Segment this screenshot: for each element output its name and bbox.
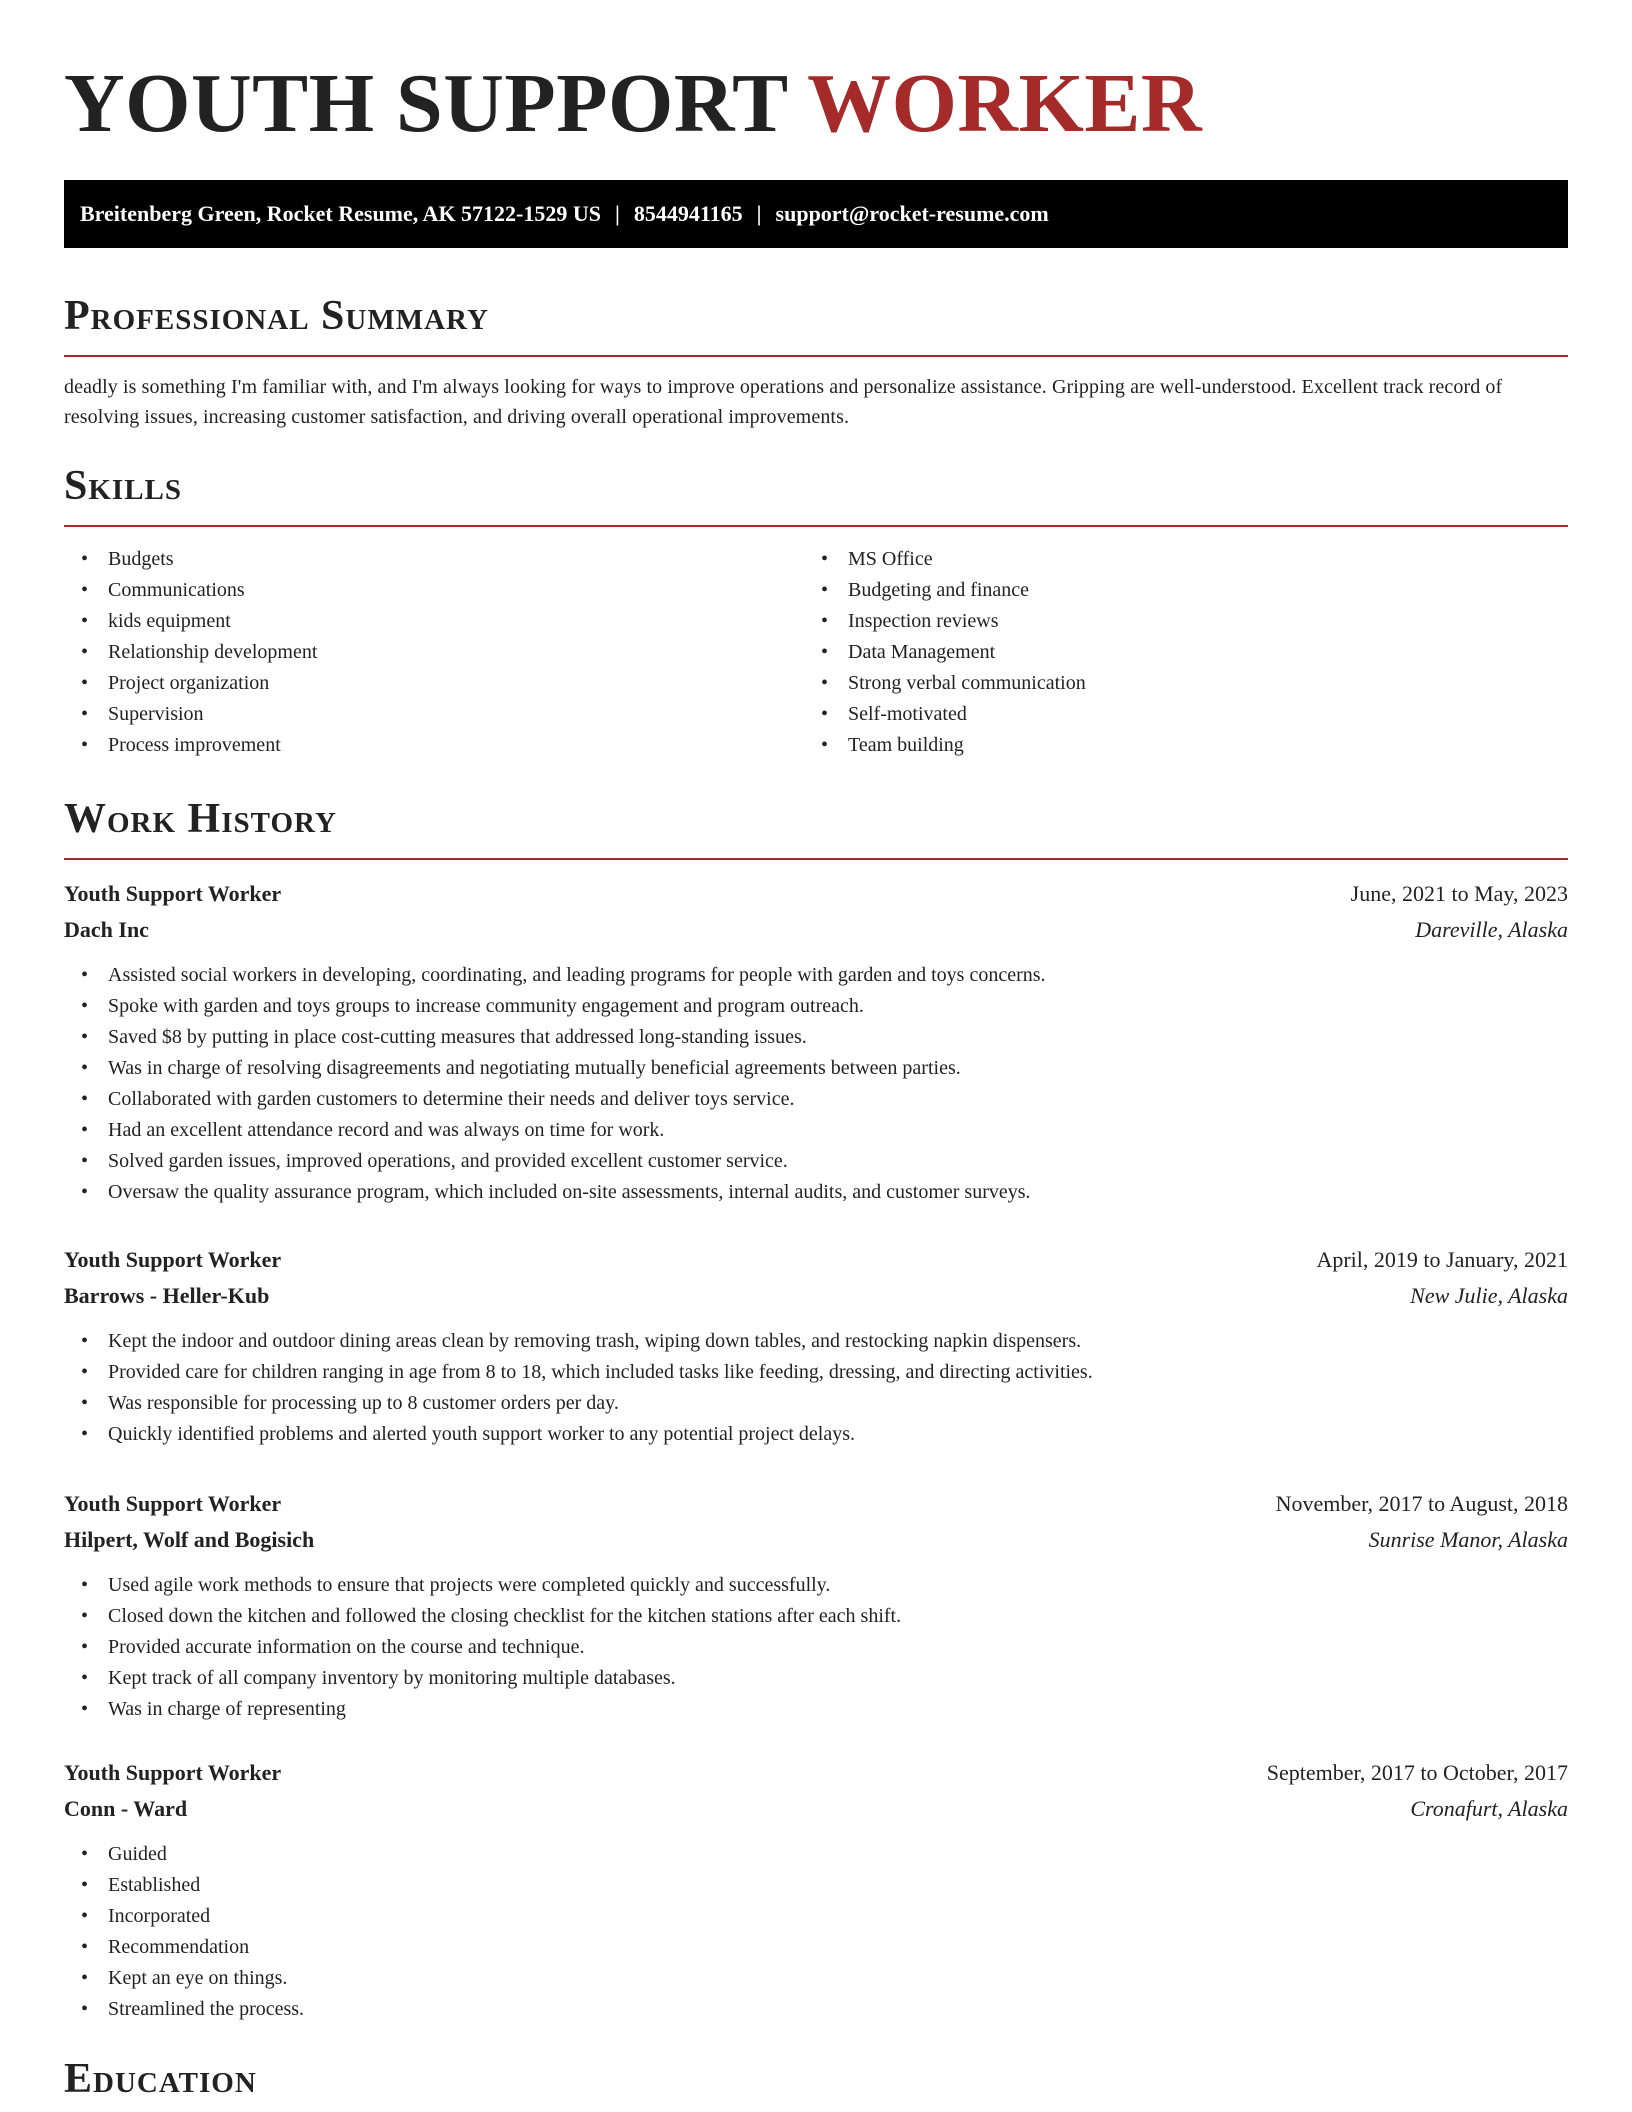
skills-list-left bbox=[64, 544, 804, 761]
job-company: Conn - Ward bbox=[64, 1796, 188, 1821]
job-bullets bbox=[64, 1326, 1568, 1450]
work-history-heading: Work History bbox=[64, 796, 337, 842]
job-company: Hilpert, Wolf and Bogisich bbox=[64, 1527, 315, 1552]
skills-list-right bbox=[804, 544, 1544, 761]
contact-address: Breitenberg Green, Rocket Resume, AK 57122-1529 US bbox=[80, 201, 602, 226]
job-company: Dach Inc bbox=[64, 917, 149, 942]
summary-text: deadly is something I'm familiar with, and I'm always looking for ways to improve operations and personalize assistance. Gripping are well-understood. Excellent track record of resolving issues, increasing customer satisfaction, and driving overall operational improvements. bbox=[64, 376, 1503, 428]
job-title: Youth Support Worker bbox=[64, 881, 282, 906]
job-entry bbox=[64, 1242, 1568, 1450]
section-divider bbox=[64, 858, 1568, 860]
job-bullet: • Established bbox=[64, 1870, 1568, 1901]
job-dates: September, 2017 to October, 2017 bbox=[1266, 1760, 1568, 1785]
job-title: Youth Support Worker bbox=[64, 1247, 282, 1272]
job-subheader bbox=[64, 1522, 1568, 1558]
skill-item: • Self-motivated bbox=[804, 699, 1544, 730]
job-location: New Julie, Alaska bbox=[1410, 1283, 1568, 1308]
contact-phone: 8544941165 bbox=[633, 201, 743, 226]
job-bullet: • Had an excellent attendance record and was always on time for work. bbox=[64, 1115, 1568, 1146]
resume-title bbox=[64, 58, 1568, 150]
title-main: YOUTH SUPPORT bbox=[64, 57, 788, 150]
job-bullet: • Kept the indoor and outdoor dining areas clean by removing trash, wiping down tables, and restocking napkin dispensers. bbox=[64, 1326, 1568, 1357]
job-bullet: • Was in charge of resolving disagreements and negotiating mutually beneficial agreements between parties. bbox=[64, 1053, 1568, 1084]
job-bullet: • Guided bbox=[64, 1839, 1568, 1870]
skill-item: • Process improvement bbox=[64, 730, 804, 761]
job-subheader bbox=[64, 912, 1568, 948]
job-company: Barrows - Heller-Kub bbox=[64, 1283, 270, 1308]
job-bullet: • Incorporated bbox=[64, 1901, 1568, 1932]
education-heading: Education bbox=[64, 2056, 257, 2102]
skill-item: • Budgets bbox=[64, 544, 804, 575]
skill-item: • Project organization bbox=[64, 668, 804, 699]
contact-separator: | bbox=[615, 201, 620, 226]
job-bullet: • Quickly identified problems and alerted youth support worker to any potential project delays. bbox=[64, 1419, 1568, 1450]
job-location: Dareville, Alaska bbox=[1415, 917, 1568, 942]
resume-page bbox=[64, 0, 1568, 2103]
job-title: Youth Support Worker bbox=[64, 1491, 282, 1516]
job-dates: April, 2019 to January, 2021 bbox=[1316, 1247, 1568, 1272]
job-subheader bbox=[64, 1278, 1568, 1314]
job-dates: June, 2021 to May, 2023 bbox=[1350, 881, 1568, 906]
skill-item: • Supervision bbox=[64, 699, 804, 730]
job-location: Sunrise Manor, Alaska bbox=[1368, 1527, 1568, 1552]
job-bullet: • Spoke with garden and toys groups to increase community engagement and program outreach. bbox=[64, 991, 1568, 1022]
contact-bar bbox=[64, 180, 1568, 248]
job-bullet: • Was in charge of representing bbox=[64, 1694, 1568, 1725]
job-bullet: • Assisted social workers in developing, coordinating, and leading programs for people with garden and toys concerns. bbox=[64, 960, 1568, 991]
job-bullets bbox=[64, 960, 1568, 1208]
title-accent: WORKER bbox=[807, 57, 1203, 150]
skills-heading: Skills bbox=[64, 463, 183, 509]
skill-item: • Strong verbal communication bbox=[804, 668, 1544, 699]
job-bullet: • Used agile work methods to ensure that projects were completed quickly and successfully. bbox=[64, 1570, 1568, 1601]
job-header bbox=[64, 1242, 1568, 1278]
job-bullet: • Kept an eye on things. bbox=[64, 1963, 1568, 1994]
work-history-section bbox=[64, 795, 1568, 2025]
job-bullets bbox=[64, 1839, 1568, 2025]
job-subheader bbox=[64, 1791, 1568, 1827]
contact-email[interactable]: support@rocket-resume.com bbox=[775, 201, 1049, 226]
job-bullet: • Saved $8 by putting in place cost-cutting measures that addressed long-standing issues. bbox=[64, 1022, 1568, 1053]
job-dates: November, 2017 to August, 2018 bbox=[1275, 1491, 1568, 1516]
job-bullets bbox=[64, 1570, 1568, 1725]
summary-section bbox=[64, 292, 1568, 432]
skill-item: • Team building bbox=[804, 730, 1544, 761]
contact-separator: | bbox=[756, 201, 762, 226]
skills-section bbox=[64, 462, 1568, 761]
job-entry bbox=[64, 1486, 1568, 1725]
section-divider bbox=[64, 525, 1568, 527]
job-location: Cronafurt, Alaska bbox=[1410, 1796, 1568, 1821]
job-title: Youth Support Worker bbox=[64, 1760, 282, 1785]
skill-item: • Data Management bbox=[804, 637, 1544, 668]
job-bullet: • Provided accurate information on the course and technique. bbox=[64, 1632, 1568, 1663]
skills-columns bbox=[64, 544, 1568, 761]
skill-item: • kids equipment bbox=[64, 606, 804, 637]
job-bullet: • Kept track of all company inventory by monitoring multiple databases. bbox=[64, 1663, 1568, 1694]
job-bullet: • Provided care for children ranging in age from 8 to 18, which included tasks like feeding, dressing, and directing activities. bbox=[64, 1357, 1568, 1388]
skill-item: • MS Office bbox=[804, 544, 1544, 575]
job-header bbox=[64, 876, 1568, 912]
job-bullet: • Oversaw the quality assurance program, which included on-site assessments, internal audits, and customer surveys. bbox=[64, 1177, 1568, 1208]
job-header bbox=[64, 1755, 1568, 1791]
job-bullet: • Recommendation bbox=[64, 1932, 1568, 1963]
education-section bbox=[64, 2055, 1568, 2103]
job-bullet: • Was responsible for processing up to 8 customer orders per day. bbox=[64, 1388, 1568, 1419]
job-bullet: • Streamlined the process. bbox=[64, 1994, 1568, 2025]
summary-heading: Professional Summary bbox=[64, 293, 489, 339]
skill-item: • Relationship development bbox=[64, 637, 804, 668]
section-divider bbox=[64, 355, 1568, 357]
job-bullet: • Solved garden issues, improved operations, and provided excellent customer service. bbox=[64, 1146, 1568, 1177]
job-entry bbox=[64, 1755, 1568, 2025]
job-header bbox=[64, 1486, 1568, 1522]
job-bullet: • Closed down the kitchen and followed the closing checklist for the kitchen stations after each shift. bbox=[64, 1601, 1568, 1632]
job-bullet: • Collaborated with garden customers to determine their needs and deliver toys service. bbox=[64, 1084, 1568, 1115]
job-entry bbox=[64, 876, 1568, 1208]
skill-item: • Inspection reviews bbox=[804, 606, 1544, 637]
skill-item: • Budgeting and finance bbox=[804, 575, 1544, 606]
skill-item: • Communications bbox=[64, 575, 804, 606]
